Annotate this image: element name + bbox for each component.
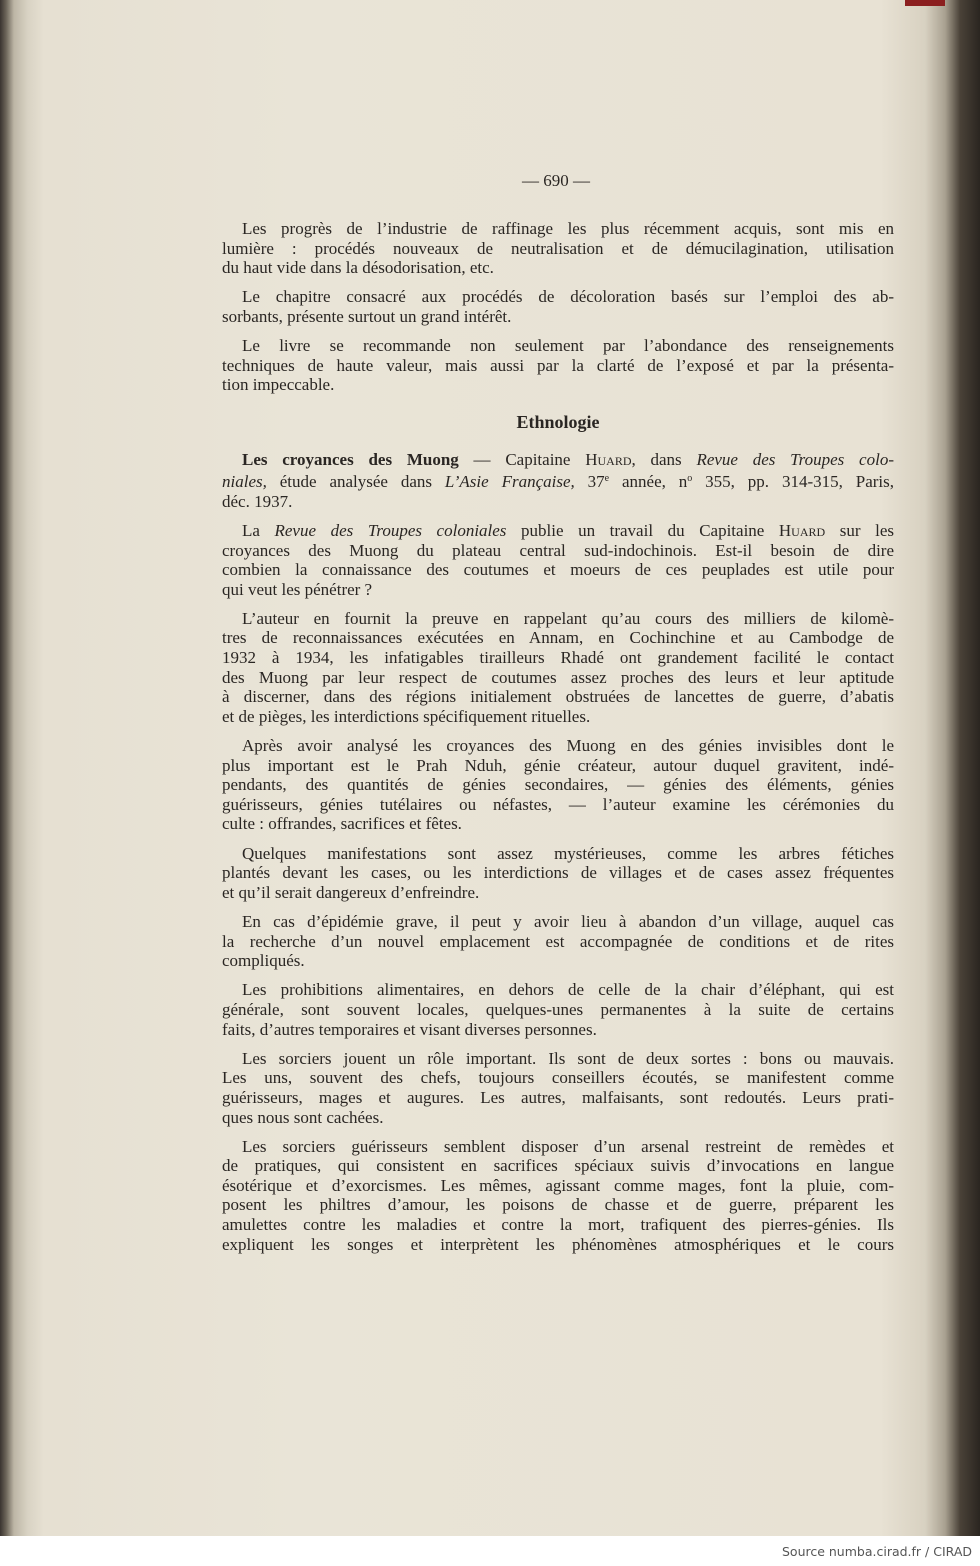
text-line: et qu’il serait dangereux d’enfreindre.: [222, 882, 480, 902]
text-line: Les sorciers jouent un rôle important. Ils sont de deux sortes : bons ou mauvais.: [242, 1048, 894, 1068]
paragraph: [222, 736, 894, 834]
bookmark-ribbon: [905, 0, 945, 6]
text-line: à discerner, dans des régions initialement obstruées de lancettes de guerre, d’abatis: [222, 687, 894, 707]
text-line: pendants, des quantités de génies secondaires, — génies des éléments, génies: [222, 775, 894, 795]
text-segment: 355, pp. 314-315, Paris,: [692, 472, 894, 492]
text-line: Le chapitre consacré aux procédés de décoloration basés sur l’emploi des ab-: [242, 287, 894, 307]
text-line: tres de reconnaissances exécutées en Annam, en Cochinchine et au Cambodge de: [222, 628, 894, 648]
text-segment: année, n: [609, 472, 688, 492]
text-segment: déc. 1937.: [222, 491, 293, 511]
text-line: sorbants, présente surtout un grand intérêt.: [222, 306, 512, 326]
text-segment: Revue des Troupes colo-: [696, 449, 894, 469]
text-segment: étude analysée dans: [266, 472, 445, 492]
text-segment: publie un travail du Capitaine: [506, 520, 779, 540]
text-line: En cas d’épidémie grave, il peut y avoir lieu à abandon d’un village, auquel cas: [242, 911, 894, 931]
paragraph: [222, 1049, 894, 1127]
text-line: croyances des Muong du plateau central sud-indochinois. Est-il besoin de dire: [222, 540, 894, 560]
text-line: la recherche d’un nouvel emplacement est accompagnée de conditions et de rites: [222, 931, 894, 951]
text-line: [222, 450, 894, 470]
text-segment: e: [604, 473, 610, 485]
text-line: compliqués.: [222, 951, 305, 971]
text-line: qui veut les pénétrer ?: [222, 579, 373, 599]
page-number: — 690 —: [522, 171, 590, 190]
text-line: Les progrès de l’industrie de raffinage les plus récemment acquis, sont mis en: [242, 219, 894, 238]
paragraph: [222, 450, 894, 512]
paragraph: [222, 844, 894, 903]
text-line: Les prohibitions alimentaires, en dehors de celle de la chair d’éléphant, qui est: [242, 980, 894, 1000]
text-line: techniques de haute valeur, mais aussi par la clarté de l’exposé et par la présenta-: [222, 355, 894, 375]
text-line: [222, 492, 894, 512]
section-heading: Ethnologie: [516, 411, 600, 432]
text-line: guérisseurs, mages et augures. Les autres, malfaisants, sont redoutés. Leurs prati-: [222, 1087, 894, 1107]
text-line: du haut vide dans la désodorisation, etc.: [222, 258, 494, 278]
paragraph: [222, 336, 894, 395]
text-line: [222, 469, 894, 492]
text-line: Les uns, souvent des chefs, toujours conseillers écoutés, se manifestent comme: [222, 1068, 894, 1088]
text-line: L’auteur en fournit la preuve en rappelant qu’au cours des milliers de kilomè-: [242, 608, 894, 628]
text-line: ques nous sont cachées.: [222, 1107, 384, 1127]
paragraph: [222, 1137, 894, 1255]
text-segment: — Capitaine: [458, 449, 586, 469]
text-line: amulettes contre les maladies et contre la mort, trafiquent des pierres-génies. Ils: [222, 1215, 894, 1235]
text-segment: , dans: [631, 449, 697, 469]
text-segment: o: [687, 473, 693, 485]
text-segment: Les croyances des Muong: [242, 449, 459, 469]
text-line: ésotérique et d’exorcismes. Les mêmes, agissant comme mages, font la pluie, com-: [222, 1175, 894, 1195]
text-line: Après avoir analysé les croyances des Muong en des génies invisibles dont le: [242, 736, 894, 756]
text-line: 1932 à 1934, les infatigables tirailleurs Rhadé ont grandement facilité le contact: [222, 648, 894, 668]
text-line: tion impeccable.: [222, 375, 335, 395]
text-line: plantés devant les cases, ou les interdictions de villages et de cases assez fréquentes: [222, 863, 894, 883]
text-line: lumière : procédés nouveaux de neutralisation et de démucilagination, utilisation: [222, 238, 894, 258]
text-segment: sur les: [825, 520, 894, 540]
source-credit: Source numba.cirad.fr / CIRAD: [781, 1544, 972, 1559]
text-line: générale, sont souvent locales, quelques-unes permanentes à la suite de certains: [222, 999, 894, 1019]
paragraph: [222, 980, 894, 1039]
text-segment: L’Asie Française,: [444, 472, 575, 492]
text-line: Le livre se recommande non seulement par l’abondance des renseignements: [242, 336, 894, 356]
text-segment: Huard: [778, 520, 826, 540]
text-line: expliquent les songes et interprètent les phénomènes atmosphériques et le cours: [222, 1234, 894, 1254]
text-line: des Muong par leur respect de coutumes assez proches des leurs et leur aptitude: [222, 667, 894, 687]
paragraph: [222, 219, 894, 278]
text-segment: La: [242, 520, 275, 540]
text-line: combien la connaissance des coutumes et moeurs de ces peuplades est utile pour: [222, 560, 894, 580]
text-line: culte : offrandes, sacrifices et fêtes.: [222, 814, 462, 834]
paragraph: [222, 912, 894, 971]
paragraph: [222, 521, 894, 599]
text-line: guérisseurs, génies tutélaires ou néfastes, — l’auteur examine les cérémonies du: [222, 794, 894, 814]
text-segment: 37: [574, 472, 605, 492]
text-line: posent les philtres d’amour, les poisons de chasse et de guerre, préparent les: [222, 1195, 894, 1215]
text-segment: Revue des Troupes coloniales: [274, 520, 507, 540]
text-line: Quelques manifestations sont assez mystérieuses, comme les arbres fétiches: [242, 843, 894, 863]
body-text: [222, 219, 894, 1264]
text-segment: Huard: [585, 449, 632, 469]
paragraph: [222, 609, 894, 727]
text-segment: niales,: [222, 472, 267, 492]
text-line: plus important est le Prah Nduh, génie créateur, autour duquel gravitent, indé-: [222, 755, 894, 775]
text-line: [222, 521, 894, 541]
paragraph: [222, 287, 894, 326]
text-line: et de pièges, les interdictions spécifiquement rituelles.: [222, 706, 591, 726]
text-line: Les sorciers guérisseurs semblent disposer d’un arsenal restreint de remèdes et: [242, 1136, 894, 1156]
text-line: de pratiques, qui consistent en sacrifices spéciaux suivis d’invocations en langue: [222, 1156, 894, 1176]
text-line: faits, d’autres temporaires et visant diverses personnes.: [222, 1019, 597, 1039]
